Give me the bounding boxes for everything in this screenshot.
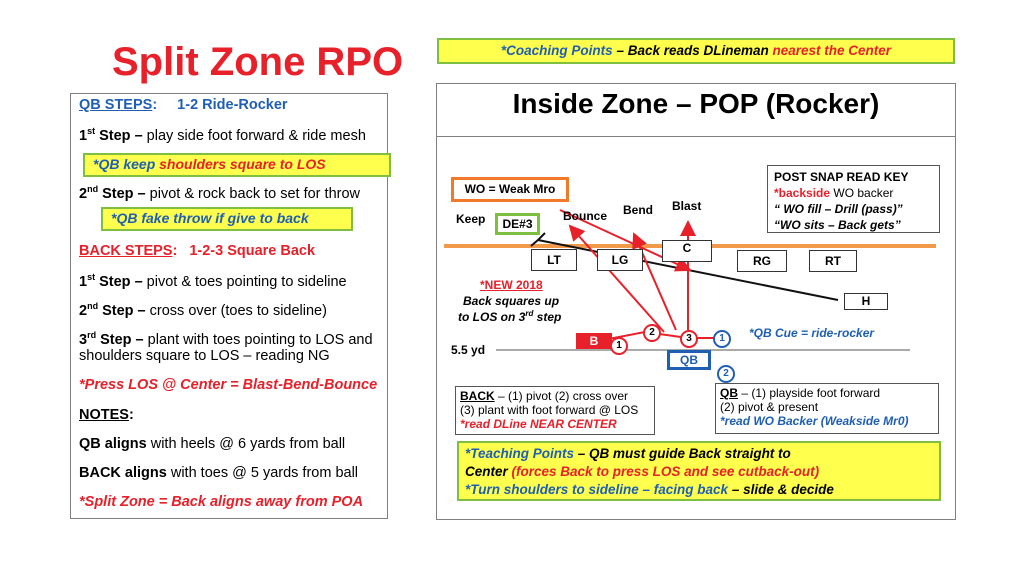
qb-step2-bold: Step – [98, 185, 150, 202]
qb-aligns-text: with heels @ 6 yards from ball [146, 436, 346, 452]
qb-step1-sup: st [87, 126, 96, 136]
teaching-l2 [465, 463, 933, 481]
new-2018-label: *NEW 2018 [480, 278, 543, 292]
teaching-l1a: *Teaching Points [465, 446, 575, 461]
back-info-l3: *read DLine NEAR CENTER [460, 417, 617, 431]
blast-label: Blast [672, 199, 702, 213]
coaching-mid: Back reads DLineman [627, 43, 773, 58]
qb-info-l1 [720, 386, 934, 400]
back-marker: B [576, 333, 612, 349]
lineman-lt: LT [531, 249, 577, 271]
back-info-box [455, 386, 655, 435]
back-step1-bold: Step – [95, 273, 147, 290]
back-step3-bold: Step – [96, 331, 148, 348]
qb-step1-text: play side foot forward & ride mesh [146, 127, 366, 144]
keep-label: Keep [456, 212, 486, 226]
de-box: DE#3 [495, 213, 540, 235]
back-steps-colon: : [172, 243, 178, 259]
new-2018-line2: Back squares up [463, 294, 560, 308]
page-title: Split Zone RPO [112, 40, 404, 84]
qb-steps-colon: : [152, 97, 158, 113]
qb-steps-value: 1-2 Ride-Rocker [177, 97, 288, 113]
back-info-l1-text: – (1) pivot (2) cross over [494, 389, 629, 403]
back-info-l2: (3) plant with foot forward @ LOS [460, 403, 639, 417]
read-key-line2 [774, 185, 933, 201]
back-step3-text: plant with toes pointing to LOS and [147, 331, 373, 348]
read-key-line3: “ WO fill – Drill (pass)” [774, 202, 903, 216]
back-step1-ord: 1 [79, 273, 88, 290]
new-2018-line3b: step [533, 310, 562, 324]
back-step-3: 3 [680, 330, 698, 348]
lineman-rg: RG [737, 250, 787, 272]
bounce-arrow [570, 226, 664, 332]
lineman-rt: RT [809, 250, 857, 272]
wo-box: WO = Weak Mro [451, 177, 569, 202]
back-step3-cont: shoulders square to LOS – reading NG [79, 348, 330, 364]
back-step-1: 1 [610, 337, 628, 355]
teaching-l3a: *Turn shoulders to sideline – facing back [465, 482, 729, 497]
qb-step-2: 2 [717, 365, 735, 383]
qb-step2-sup: nd [87, 184, 99, 194]
qb-aligns-bold: QB aligns [79, 436, 147, 452]
split-zone-note: *Split Zone = Back aligns away from POA [79, 494, 364, 510]
back-step2-bold: Step – [98, 302, 150, 319]
teaching-l2b: (forces Back to press LOS and see cutback-out) [511, 464, 820, 479]
qb-keep-a: *QB keep [93, 156, 160, 172]
qb-fake-text: *QB fake throw if give to back [111, 210, 309, 226]
bend-label: Bend [623, 203, 653, 217]
lineman-c: C [662, 240, 712, 262]
qb-info-box [715, 383, 939, 434]
new-2018-line3a: to LOS on 3 [458, 310, 526, 324]
teaching-l1b: – QB must guide Back straight to [574, 446, 791, 461]
diagram-title: Inside Zone – POP (Rocker) [512, 88, 880, 119]
back-info-label: BACK [460, 389, 495, 403]
notes-colon: : [128, 407, 134, 423]
bounce-label: Bounce [563, 209, 608, 223]
qb-keep-b: shoulders square to LOS [159, 156, 326, 172]
depth-label: 5.5 yd [451, 343, 486, 357]
read-key-backside: *backside [774, 186, 831, 200]
qb-info-l2: (2) pivot & present [720, 400, 819, 414]
notes-label: NOTES [79, 407, 129, 423]
back-steps-label: BACK STEPS [79, 243, 173, 259]
coaching-emph: nearest the Center [772, 43, 892, 58]
coaching-points-label: *Coaching Points [500, 43, 613, 58]
qb-cue-label: *QB Cue = ride-rocker [749, 326, 875, 340]
back-step1-text: pivot & toes pointing to sideline [146, 273, 347, 290]
read-key-box [767, 165, 940, 233]
qb-info-label: QB [720, 386, 738, 400]
qb-step2-text: pivot & rock back to set for throw [149, 185, 360, 202]
read-key-title: POST SNAP READ KEY [774, 170, 909, 184]
back-step1-sup: st [87, 272, 96, 282]
new-2018-line3 [458, 309, 561, 324]
h-box: H [844, 293, 888, 310]
qb-step1-ord: 1 [79, 127, 88, 144]
lineman-lg: LG [597, 249, 643, 271]
qb-steps-label: QB STEPS [79, 97, 153, 113]
coaching-sep: – [612, 43, 628, 58]
qb-info-l1-text: – (1) playside foot forward [738, 386, 881, 400]
teaching-points-box [457, 441, 941, 501]
qb-step2-ord: 2 [79, 185, 88, 202]
back-steps-value: 1-2-3 Square Back [189, 243, 316, 259]
back-aligns-text: with toes @ 5 yards from ball [166, 465, 359, 481]
back-step2-sup: nd [87, 301, 99, 311]
qb-info-l3: *read WO Backer (Weakside Mr0) [720, 414, 909, 428]
back-aligns-bold: BACK aligns [79, 465, 167, 481]
qb-step1-bold: Step – [95, 127, 147, 144]
back-step2-ord: 2 [79, 302, 88, 319]
back-info-l1 [460, 389, 650, 403]
back-step2-text: cross over (toes to sideline) [149, 302, 327, 319]
read-key-backer: WO backer [830, 186, 894, 200]
back-step-2: 2 [643, 324, 661, 342]
teaching-l3b: – slide & decide [728, 482, 834, 497]
qb-step-1: 1 [713, 330, 731, 348]
press-los-note: *Press LOS @ Center = Blast-Bend-Bounce [79, 377, 378, 393]
teaching-l1 [465, 445, 933, 463]
qb-marker: QB [667, 350, 711, 370]
back-step3-ord: 3 [79, 331, 88, 348]
new-2018-line3sup: rd [525, 309, 534, 318]
read-key-line4: “WO sits – Back gets” [774, 218, 901, 232]
back-step3-sup: rd [87, 330, 97, 340]
teaching-l3 [465, 481, 933, 499]
teaching-l2a: Center [465, 464, 512, 479]
